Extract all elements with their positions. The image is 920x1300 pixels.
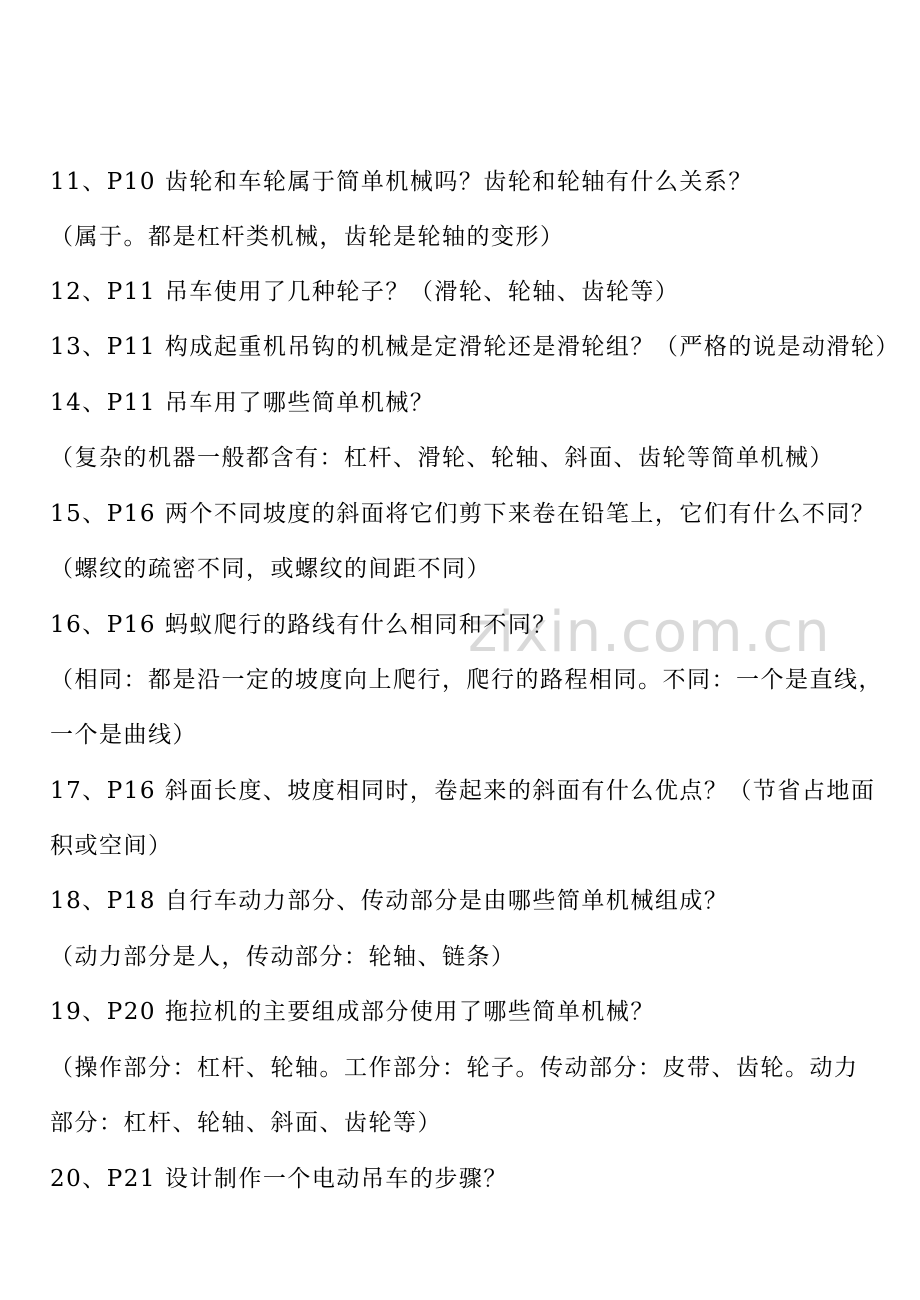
question-16: 16、P16 蚂蚁爬行的路线有什么相同和不同？ [50, 612, 557, 638]
answer-18: （动力部分是人，传动部分：轮轴、链条） [50, 944, 516, 970]
answer-16-part-1: （相同：都是沿一定的坡度向上爬行，爬行的路程相同。不同：一个是直线， [50, 667, 883, 693]
answer-11: （属于。都是杠杆类机械，齿轮是轮轴的变形） [50, 224, 565, 250]
question-13: 13、P11 构成起重机吊钩的机械是定滑轮还是滑轮组？（严格的说是动滑轮） [50, 334, 900, 360]
answer-15: （螺纹的疏密不同，或螺纹的间距不同） [50, 556, 491, 582]
answer-14: （复杂的机器一般都含有：杠杆、滑轮、轮轴、斜面、齿轮等简单机械） [50, 445, 834, 471]
question-18: 18、P18 自行车动力部分、传动部分是由哪些简单机械组成？ [50, 888, 729, 914]
question-17-part-1: 17、P16 斜面长度、坡度相同时，卷起来的斜面有什么优点？（节省占地面 [50, 778, 876, 804]
question-11: 11、P10 齿轮和车轮属于简单机械吗？齿轮和轮轴有什么关系？ [50, 169, 753, 195]
answer-16-part-2: 一个是曲线） [50, 722, 197, 748]
watermark: zixin.com.cn [468, 600, 831, 665]
answer-19-part-2: 部分：杠杆、轮轴、斜面、齿轮等） [50, 1110, 442, 1136]
answer-19-part-1: （操作部分：杠杆、轮轴。工作部分：轮子。传动部分：皮带、齿轮。动力 [50, 1055, 859, 1081]
question-19: 19、P20 拖拉机的主要组成部分使用了哪些简单机械？ [50, 999, 655, 1025]
question-15: 15、P16 两个不同坡度的斜面将它们剪下来卷在铅笔上，它们有什么不同？ [50, 501, 876, 527]
question-17-part-2: 积或空间） [50, 833, 173, 859]
question-20: 20、P21 设计制作一个电动吊车的步骤？ [50, 1166, 508, 1192]
question-14: 14、P11 吊车用了哪些简单机械？ [50, 390, 435, 416]
question-12: 12、P11 吊车使用了几种轮子？（滑轮、轮轴、齿轮等） [50, 279, 680, 305]
